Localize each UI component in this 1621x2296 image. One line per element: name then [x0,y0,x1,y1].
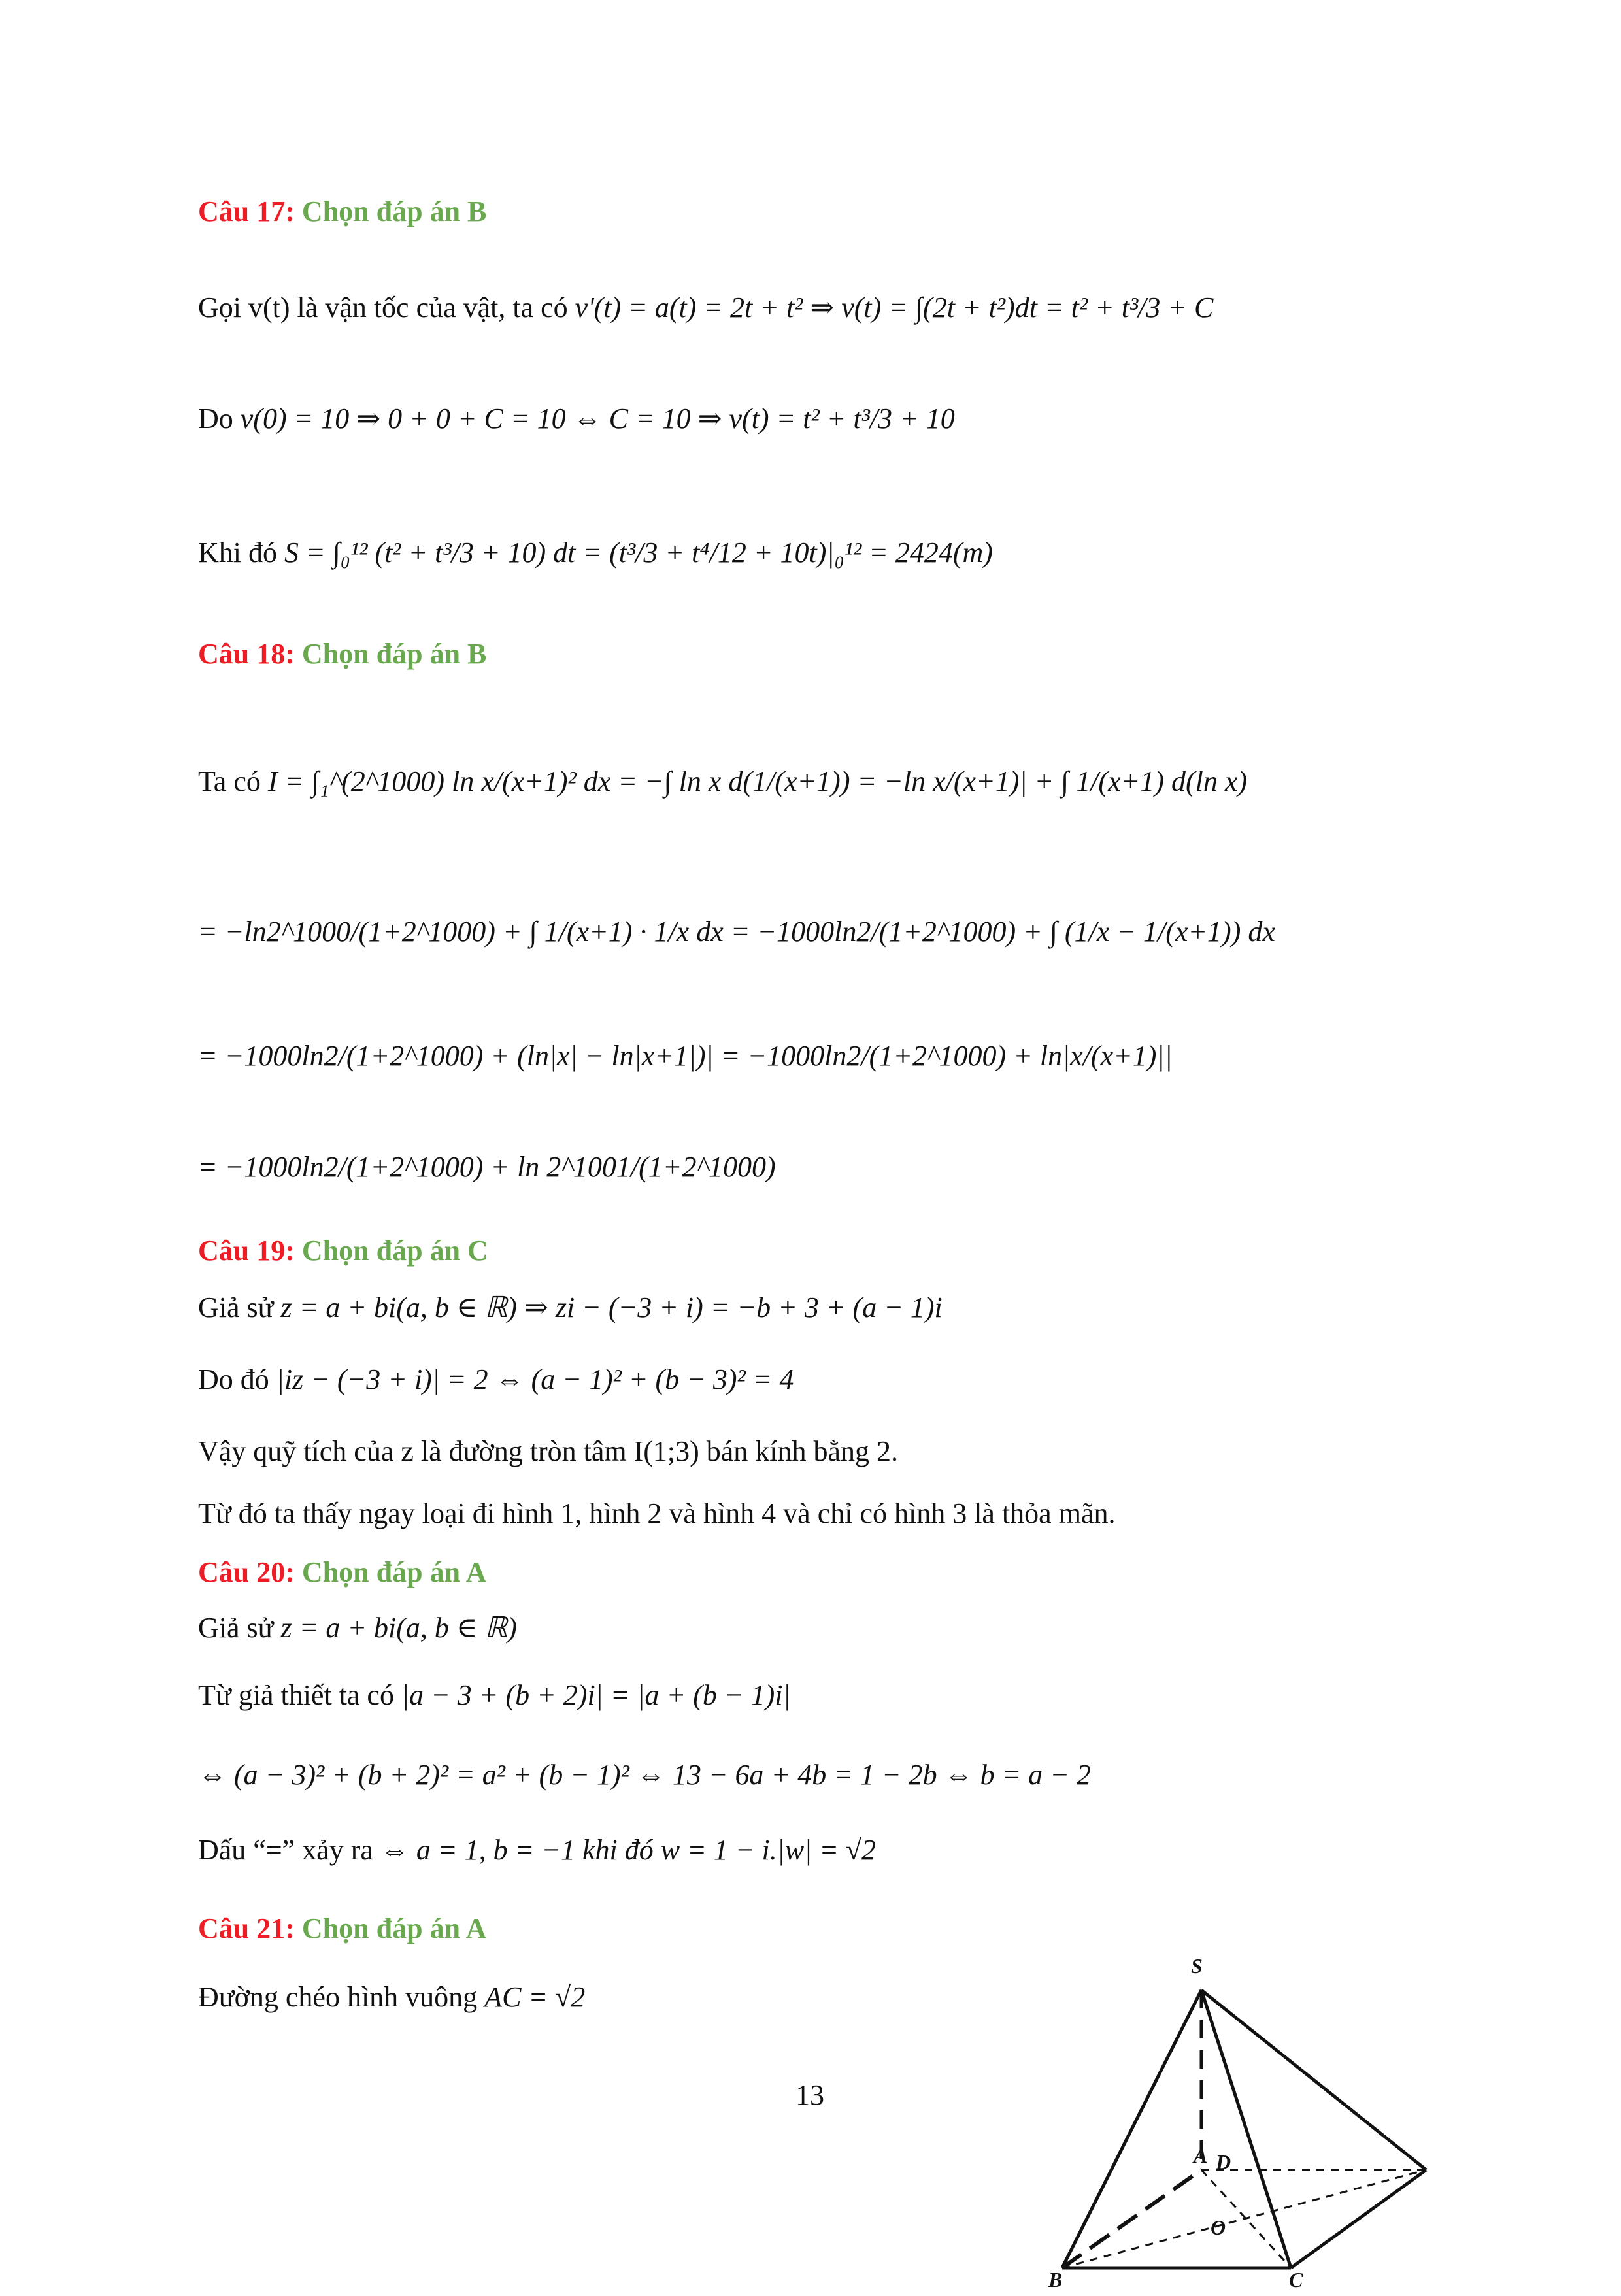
edge-SB [1062,1990,1201,2268]
edge-SD [1201,1990,1426,2170]
q18-line4-math: = −1000ln2/(1+2^1000) + ln 2^1001/(1+2^1000) [198,1151,776,1183]
q20-line3 [198,1758,1091,1791]
q18-line1-math: I = ∫₁^(2^1000) ln x/(x+1)² dx = −∫ ln x d(1/(x+1)) = −ln x/(x+1)| + ∫ 1/(x+1) d(ln x) [267,765,1248,797]
q19-line2-math: |iz − (−3 + i)| = 2 ⇔ (a − 1)² + (b − 3)² = 4 [276,1363,794,1395]
q19-line1 [198,1291,943,1324]
q18-line2 [198,915,1275,948]
q17-line2 [198,402,955,435]
q17-line1-math: v'(t) = a(t) = 2t + t² ⇒ v(t) = ∫(2t + t²)dt = t² + t³/3 + C [575,291,1214,324]
q21-line1 [198,1980,585,2014]
q17-line1 [198,291,1213,324]
q18-answer: Chọn đáp án B [301,638,487,670]
q20-line1-text: Giả sử [198,1612,274,1644]
q20-line1-math: z = a + bi(a, b ∈ ℝ) [280,1612,517,1644]
label-D: D [1216,2150,1231,2174]
q20-line4-text: Dấu “=” xảy ra [198,1834,373,1866]
q17-answer: Chọn đáp án B [301,195,487,227]
q19-line4: Từ đó ta thấy ngay loại đi hình 1, hình 2 và hình 4 và chỉ có hình 3 là thỏa mãn. [198,1497,1116,1529]
label-C: C [1289,2268,1303,2291]
q17-line1-text: Gọi v(t) là vận tốc của vật, ta có [198,291,568,324]
q17-line3 [198,536,993,569]
q19-label: Câu 19: [198,1235,295,1267]
q17-line2-text: Do [198,403,233,435]
q21-answer: Chọn đáp án A [301,1912,487,1944]
q20-line2-text: Từ giả thiết ta có [198,1679,394,1711]
q20-line3-math: ⇔ (a − 3)² + (b + 2)² = a² + (b − 1)² ⇔ 13 − 6a + 4b = 1 − 2b ⇔ b = a − 2 [198,1759,1091,1791]
q20-line4 [198,1833,876,1867]
q19-line2-text: Do đó [198,1363,269,1395]
q19-heading [198,1234,488,1267]
q19-line2 [198,1363,794,1396]
page-number: 13 [795,2079,824,2111]
q17-heading [198,195,486,228]
q18-line1 [198,765,1247,798]
q19-line3: Vậy quỹ tích của z là đường tròn tâm I(1;3) bán kính bằng 2. [198,1435,899,1467]
q20-line2-math: |a − 3 + (b + 2)i| = |a + (b − 1)i| [401,1679,791,1711]
label-O: O [1211,2216,1226,2239]
label-S: S [1191,1954,1203,1978]
q20-line4-math: ⇔ a = 1, b = −1 khi đó w = 1 − i.|w| = √2 [380,1834,877,1866]
q20-answer: Chọn đáp án A [301,1556,487,1588]
q17-line3-text: Khi đó [198,537,277,569]
pyramid-diagram [1039,1954,1445,2293]
pyramid-figure [1039,1954,1445,2293]
q18-label: Câu 18: [198,638,295,670]
q20-heading [198,1556,486,1589]
q18-line4 [198,1150,776,1184]
edge-BA [1062,2170,1201,2268]
q19-answer: Chọn đáp án C [301,1235,488,1267]
q21-heading [198,1912,486,1945]
q18-line2-math: = −ln2^1000/(1+2^1000) + ∫ 1/(x+1) · 1/x dx = −1000ln2/(1+2^1000) + ∫ (1/x − 1/(x+1)) dx [198,916,1275,948]
q20-label: Câu 20: [198,1556,295,1588]
q20-line2 [198,1678,791,1712]
q19-line1-math: z = a + bi(a, b ∈ ℝ) ⇒ zi − (−3 + i) = −b + 3 + (a − 1)i [280,1291,943,1323]
q21-line1-text: Đường chéo hình vuông [198,1981,478,2013]
label-B: B [1048,2268,1063,2291]
q18-line3-math: = −1000ln2/(1+2^1000) + (ln|x| − ln|x+1|)| = −1000ln2/(1+2^1000) + ln|x/(x+1)|| [198,1040,1173,1072]
q19-line1-text: Giả sử [198,1291,274,1323]
q18-heading [198,637,486,671]
q21-line1-math: AC = √2 [484,1981,586,2013]
q18-line1-text: Ta có [198,765,261,797]
edge-CD [1291,2170,1426,2268]
q17-line2-math: v(0) = 10 ⇒ 0 + 0 + C = 10 ⇔ C = 10 ⇒ v(t) = t² + t³/3 + 10 [240,403,955,435]
label-A: A [1194,2144,1208,2167]
q17-label: Câu 17: [198,195,295,227]
q20-line1 [198,1611,517,1644]
diagonal-BD [1062,2170,1426,2268]
q21-label: Câu 21: [198,1912,295,1944]
q17-line3-math: S = ∫₀¹² (t² + t³/3 + 10) dt = (t³/3 + t⁴/12 + 10t)|₀¹² = 2424(m) [284,537,993,569]
q18-line3 [198,1039,1173,1073]
